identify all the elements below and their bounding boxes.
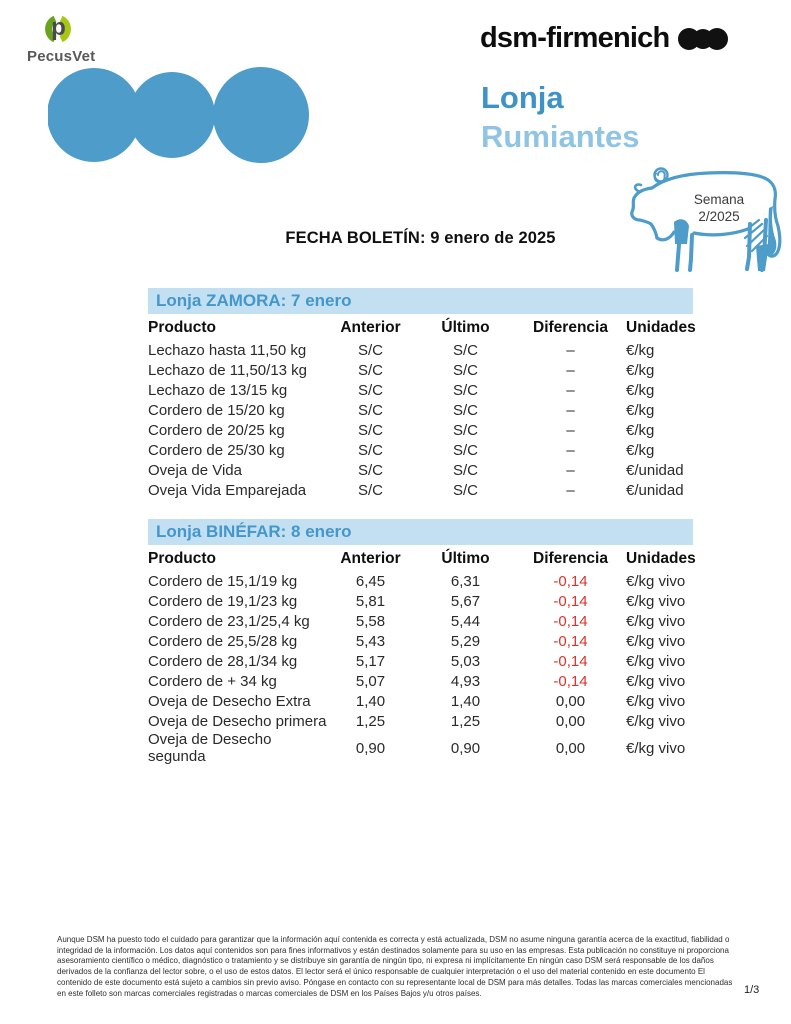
ultimo-cell: 5,29 [450, 632, 481, 650]
ultimo-cell: 1,25 [450, 712, 481, 730]
table-header-row [148, 547, 696, 571]
title-lonja: Lonja [481, 80, 564, 115]
table-binefar [148, 519, 696, 765]
anterior-cell: S/C [357, 481, 383, 499]
product-cell: Cordero de 20/25 kg [148, 421, 285, 439]
anterior-cell: 5,81 [355, 592, 386, 610]
diferencia-cell: – [566, 441, 575, 459]
unidades-cell: €/kg vivo [626, 572, 686, 590]
table-row [148, 631, 693, 651]
anterior-cell: 1,25 [355, 712, 386, 730]
ultimo-cell: 6,31 [450, 572, 481, 590]
table-row [148, 651, 693, 671]
product-cell: Oveja de Vida [148, 461, 242, 479]
diferencia-cell: – [566, 361, 575, 379]
anterior-cell: 5,07 [355, 672, 386, 690]
ultimo-cell: 0,90 [450, 739, 481, 757]
col-diferencia: Diferencia [533, 550, 608, 567]
diferencia-cell: 0,00 [555, 692, 586, 710]
table-row [148, 671, 693, 691]
ultimo-cell: 1,40 [450, 692, 481, 710]
table-row [148, 440, 693, 460]
col-anterior: Anterior [340, 319, 401, 336]
unidades-cell: €/kg vivo [626, 632, 686, 650]
col-ultimo: Último [441, 550, 490, 567]
col-anterior: Anterior [340, 550, 401, 567]
col-unidades: Unidades [626, 319, 696, 336]
diferencia-cell: -0,14 [553, 572, 588, 590]
product-cell: Cordero de 15,1/19 kg [148, 572, 298, 590]
col-ultimo: Último [441, 319, 490, 336]
bulletin-date-label: FECHA BOLETÍN: [285, 229, 426, 247]
diferencia-cell: – [566, 481, 575, 499]
anterior-cell: 5,43 [355, 632, 386, 650]
ultimo-cell: S/C [452, 481, 478, 499]
title-rumiantes: Rumiantes [481, 119, 640, 154]
col-diferencia: Diferencia [533, 319, 608, 336]
ultimo-cell: S/C [452, 461, 478, 479]
ultimo-cell: S/C [452, 441, 478, 459]
col-producto: Producto [148, 319, 217, 336]
bulletin-date-value: 9 enero de 2025 [430, 229, 556, 247]
svg-text:p: p [51, 16, 66, 41]
table-title: Lonja BINÉFAR: 8 enero [148, 519, 693, 545]
product-cell: Cordero de 15/20 kg [148, 401, 285, 419]
table-row [148, 611, 693, 631]
product-cell: Lechazo de 13/15 kg [148, 381, 288, 399]
diferencia-cell: -0,14 [553, 632, 588, 650]
diferencia-cell: -0,14 [553, 672, 588, 690]
unidades-cell: €/kg [626, 381, 655, 399]
unidades-cell: €/kg vivo [626, 652, 686, 670]
pecusvet-logo [27, 16, 107, 65]
product-cell: Cordero de 28,1/34 kg [148, 652, 298, 670]
unidades-cell: €/kg vivo [626, 612, 686, 630]
product-cell: Oveja Vida Emparejada [148, 481, 307, 499]
dsm-firmenich-logo [480, 22, 728, 55]
diferencia-cell: -0,14 [553, 652, 588, 670]
diferencia-cell: – [566, 461, 575, 479]
product-cell: Oveja de Desecho segunda [148, 731, 272, 765]
table-row [148, 420, 693, 440]
unidades-cell: €/kg [626, 421, 655, 439]
unidades-cell: €/unidad [626, 481, 684, 499]
table-row [148, 380, 693, 400]
table-row [148, 691, 693, 711]
anterior-cell: 0,90 [355, 739, 386, 757]
table-row [148, 360, 693, 380]
anterior-cell: S/C [357, 401, 383, 419]
dsm-dots-icon [678, 27, 728, 51]
page-number: 1/3 [744, 984, 760, 996]
ultimo-cell: S/C [452, 341, 478, 359]
unidades-cell: €/kg vivo [626, 592, 686, 610]
anterior-cell: S/C [357, 441, 383, 459]
table-title: Lonja ZAMORA: 7 enero [148, 288, 693, 314]
diferencia-cell: 0,00 [555, 712, 586, 730]
table-row [148, 400, 693, 420]
table-row [148, 340, 693, 360]
unidades-cell: €/kg [626, 341, 655, 359]
ultimo-cell: 4,93 [450, 672, 481, 690]
diferencia-cell: -0,14 [553, 612, 588, 630]
product-cell: Cordero de 25/30 kg [148, 441, 285, 459]
ultimo-cell: 5,67 [450, 592, 481, 610]
week-value: 2/2025 [698, 209, 740, 224]
product-cell: Oveja de Desecho primera [148, 712, 327, 730]
table-header-row [148, 316, 696, 340]
diferencia-cell: 0,00 [555, 739, 586, 757]
unidades-cell: €/kg [626, 401, 655, 419]
anterior-cell: S/C [357, 361, 383, 379]
table-row [148, 591, 693, 611]
table-row [148, 460, 693, 480]
week-label: Semana [693, 192, 745, 207]
product-cell: Cordero de + 34 kg [148, 672, 277, 690]
diferencia-cell: – [566, 421, 575, 439]
diferencia-cell: -0,14 [553, 592, 588, 610]
anterior-cell: 1,40 [355, 692, 386, 710]
product-cell: Lechazo de 11,50/13 kg [148, 361, 308, 379]
product-cell: Cordero de 19,1/23 kg [148, 592, 298, 610]
table-row [148, 731, 693, 765]
product-cell: Cordero de 23,1/25,4 kg [148, 612, 310, 630]
bulletin-date [148, 229, 693, 248]
product-cell: Cordero de 25,5/28 kg [148, 632, 298, 650]
table-row [148, 480, 693, 500]
unidades-cell: €/kg vivo [626, 692, 686, 710]
unidades-cell: €/kg vivo [626, 712, 686, 730]
three-circles-graphic [48, 66, 310, 164]
table-zamora [148, 288, 696, 500]
ultimo-cell: S/C [452, 361, 478, 379]
anterior-cell: 6,45 [355, 572, 386, 590]
col-unidades: Unidades [626, 550, 696, 567]
unidades-cell: €/kg [626, 441, 655, 459]
pecusvet-logo-text: PecusVet [27, 48, 96, 65]
product-cell: Oveja de Desecho Extra [148, 692, 311, 710]
diferencia-cell: – [566, 341, 575, 359]
product-cell: Lechazo hasta 11,50 kg [148, 341, 307, 359]
table-row [148, 571, 693, 591]
ultimo-cell: S/C [452, 381, 478, 399]
dsm-firmenich-wordmark: dsm-firmenich [480, 22, 670, 54]
ultimo-cell: S/C [452, 401, 478, 419]
anterior-cell: S/C [357, 461, 383, 479]
anterior-cell: S/C [357, 341, 383, 359]
ultimo-cell: S/C [452, 421, 478, 439]
ultimo-cell: 5,03 [450, 652, 481, 670]
anterior-cell: S/C [357, 381, 383, 399]
diferencia-cell: – [566, 401, 575, 419]
week-badge [684, 191, 754, 225]
pecusvet-icon [44, 16, 74, 47]
unidades-cell: €/kg vivo [626, 672, 686, 690]
anterior-cell: 5,17 [355, 652, 386, 670]
anterior-cell: S/C [357, 421, 383, 439]
unidades-cell: €/kg vivo [626, 739, 686, 757]
table-row [148, 711, 693, 731]
ultimo-cell: 5,44 [450, 612, 481, 630]
col-producto: Producto [148, 550, 217, 567]
disclaimer-text: Aunque DSM ha puesto todo el cuidado para garantizar que la información aquí contenida es correcta y está actualizada, DSM no asume ninguna garantía acerca de la exactitud, fiabilidad o integridad de la información. Los datos aquí contenidos son para fines informativos y están destinados solamente para su uso en las empresas. Esta publicación no constituye ni proporciona asesoramiento científico o médico, diagnóstico o tratamiento y se distribuye sin garantía de ningún tipo, ni expresa ni implícitamente En ningún caso DSM será responsable de los daños derivados de la confianza del lector sobre, o el uso de estos datos. El lector será el único responsable de cualquier interpretación o el uso del material contenido en este documento El contenido de este documento está sujeto a cambios sin previo aviso. Póngase en contacto con su representante local de DSM para más detalles. Todas las marcas comerciales mencionadas en este folleto son marcas comerciales registradas o marcas comerciales de DSM en los Países Bajos y/u otros países. [57, 935, 733, 998]
unidades-cell: €/unidad [626, 461, 684, 479]
diferencia-cell: – [566, 381, 575, 399]
anterior-cell: 5,58 [355, 612, 386, 630]
price-tables [148, 288, 696, 765]
unidades-cell: €/kg [626, 361, 655, 379]
